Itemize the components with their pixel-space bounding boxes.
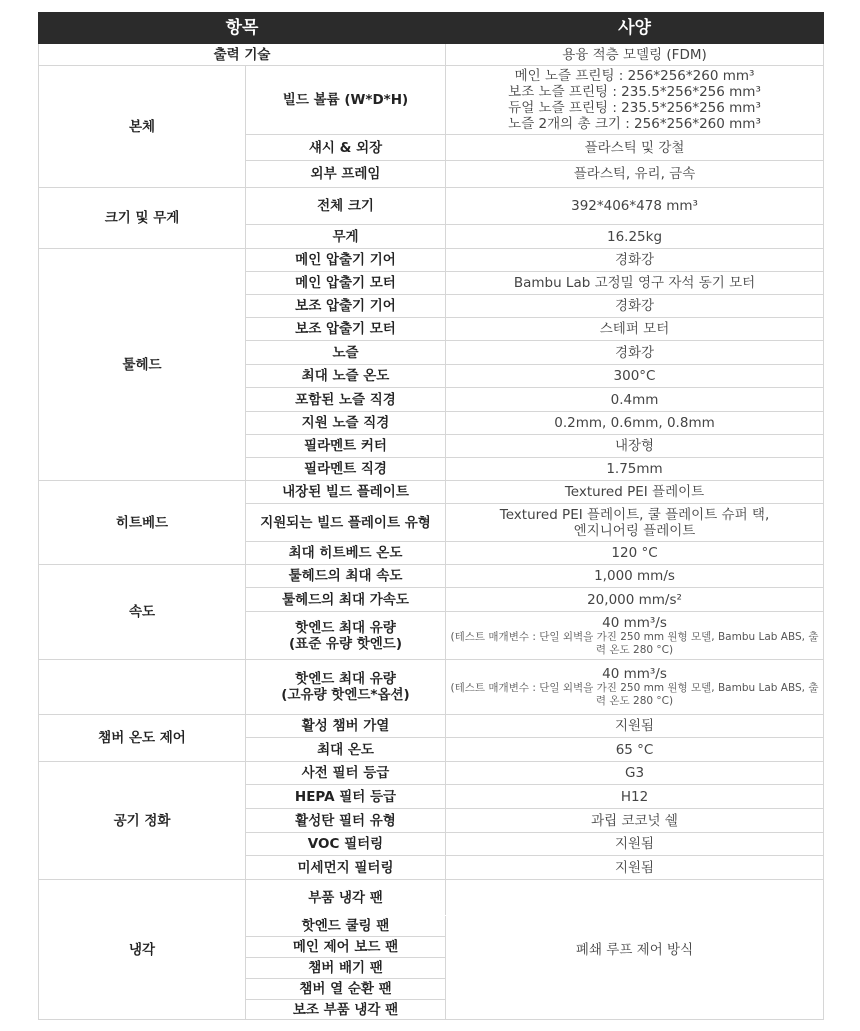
flow-std-label-line: (표준 유량 핫엔드) [288,635,403,652]
included-plate-value: Textured PEI 플레이트 [446,481,824,504]
category-toolhead: 툴헤드 [39,249,246,481]
category-speed: 속도 [39,565,246,660]
flow-high-number: 40 mm³/s [602,666,667,682]
table-row [39,565,824,588]
print-tech-label: 출력 기술 [39,44,446,66]
toolhead-value: 0.2mm, 0.6mm, 0.8mm [446,412,824,435]
build-volume-line: 메인 노즐 프린팅 : 256*256*260 mm³ [514,68,755,84]
supported-plates-line: 엔지니어링 플레이트 [573,522,696,539]
toolhead-value: 스테퍼 모터 [446,318,824,341]
air-value: H12 [446,785,824,809]
toolhead-value: 경화강 [446,295,824,318]
table-header [39,13,824,44]
air-label: VOC 필터링 [246,833,446,856]
flow-high-label-line: 핫엔드 최대 유량 [295,671,396,687]
fan-label: 핫엔드 쿨링 팬 [246,916,446,937]
chamber-max-temp-value: 65 °C [446,738,824,762]
air-label: 미세먼지 필터링 [246,856,446,880]
toolhead-value: Bambu Lab 고정밀 영구 자석 동기 모터 [446,272,824,295]
toolhead-value: 0.4mm [446,388,824,412]
category-cooling: 냉각 [39,880,246,1020]
fan-label: 메인 제어 보드 팬 [246,937,446,958]
toolhead-label: 포함된 노즐 직경 [246,388,446,412]
chassis-label: 섀시 & 외장 [246,135,446,161]
air-value: 지원됨 [446,856,824,880]
category-heatbed: 히트베드 [39,481,246,565]
toolhead-label: 필라멘트 커터 [246,435,446,458]
flow-std-label-line: 핫엔드 최대 유량 [295,619,396,636]
table-row [39,481,824,504]
toolhead-value: 경화강 [446,341,824,365]
air-value: G3 [446,762,824,785]
toolhead-value: 내장형 [446,435,824,458]
toolhead-label: 지원 노즐 직경 [246,412,446,435]
max-accel-value: 20,000 mm/s² [446,588,824,612]
category-air: 공기 정화 [39,762,246,880]
flow-std-value [446,612,824,660]
table-row [39,188,824,225]
flow-std-number: 40 mm³/s [602,614,667,631]
toolhead-label: 필라멘트 직경 [246,458,446,481]
spec-table [38,12,824,1020]
header-spec: 사양 [446,13,824,44]
toolhead-value: 경화강 [446,249,824,272]
fan-label: 보조 부품 냉각 팬 [246,1000,446,1020]
flow-high-value [446,660,824,715]
chassis-value: 플라스틱 및 강철 [446,135,824,161]
heatbed-max-temp-label: 최대 히트베드 온도 [246,542,446,565]
fan-label: 챔버 배기 팬 [246,958,446,979]
table-row [39,715,824,738]
dimensions-value: 392*406*478 mm³ [446,188,824,225]
category-chamber: 챔버 온도 제어 [39,715,246,762]
table-row [39,249,824,272]
toolhead-label: 메인 압출기 기어 [246,249,446,272]
air-label: HEPA 필터 등급 [246,785,446,809]
toolhead-label: 메인 압출기 모터 [246,272,446,295]
included-plate-label: 내장된 빌드 플레이트 [246,481,446,504]
table-row [39,880,824,916]
fan-label: 챔버 열 순환 팬 [246,979,446,1000]
supported-plates-line: Textured PEI 플레이트, 쿨 플레이트 슈퍼 택, [499,506,770,523]
print-tech-value: 용융 적층 모델링 (FDM) [446,44,824,66]
table-row [39,762,824,785]
toolhead-label: 보조 압출기 모터 [246,318,446,341]
supported-plates-value [446,504,824,542]
chamber-heating-value: 지원됨 [446,715,824,738]
max-speed-value: 1,000 mm/s [446,565,824,588]
flow-high-note: (테스트 매개변수 : 단일 외벽을 가진 250 mm 원형 모델, Bambu Lab ABS, 출력 온도 280 °C) [450,682,819,707]
build-volume-value [446,66,824,135]
max-speed-label: 툴헤드의 최대 속도 [246,565,446,588]
chamber-heating-label: 활성 챔버 가열 [246,715,446,738]
cooling-value: 폐쇄 루프 제어 방식 [446,880,824,1020]
table-row [39,660,824,715]
build-volume-line: 보조 노즐 프린팅 : 235.5*256*256 mm³ [508,84,761,100]
air-label: 사전 필터 등급 [246,762,446,785]
max-accel-label: 툴헤드의 최대 가속도 [246,588,446,612]
frame-value: 플라스틱, 유리, 금속 [446,161,824,188]
flow-high-label-line: (고유량 핫엔드*옵션) [281,687,410,703]
supported-plates-label: 지원되는 빌드 플레이트 유형 [246,504,446,542]
header-item: 항목 [39,13,446,44]
heatbed-max-temp-value: 120 °C [446,542,824,565]
category-size-weight: 크기 및 무게 [39,188,246,249]
toolhead-label: 노즐 [246,341,446,365]
build-volume-line: 듀얼 노즐 프린팅 : 235.5*256*256 mm³ [508,100,761,116]
flow-std-label [246,612,446,660]
category-body: 본체 [39,66,246,188]
table-row [39,44,824,66]
weight-value: 16.25kg [446,225,824,249]
flow-std-note: (테스트 매개변수 : 단일 외벽을 가진 250 mm 원형 모델, Bambu Lab ABS, 출력 온도 280 °C) [450,630,819,656]
air-value: 과립 코코넛 쉘 [446,809,824,833]
flow-high-label [246,660,446,715]
table-row [39,66,824,135]
toolhead-value: 1.75mm [446,458,824,481]
frame-label: 외부 프레임 [246,161,446,188]
dimensions-label: 전체 크기 [246,188,446,225]
toolhead-label: 최대 노즐 온도 [246,365,446,388]
air-value: 지원됨 [446,833,824,856]
weight-label: 무게 [246,225,446,249]
build-volume-line: 노즐 2개의 총 크기 : 256*256*260 mm³ [508,116,761,132]
chamber-max-temp-label: 최대 온도 [246,738,446,762]
toolhead-value: 300°C [446,365,824,388]
air-label: 활성탄 필터 유형 [246,809,446,833]
build-volume-label: 빌드 볼륨 (W*D*H) [246,66,446,135]
category-speed-empty [39,660,246,715]
toolhead-label: 보조 압출기 기어 [246,295,446,318]
fan-label: 부품 냉각 팬 [246,880,446,916]
